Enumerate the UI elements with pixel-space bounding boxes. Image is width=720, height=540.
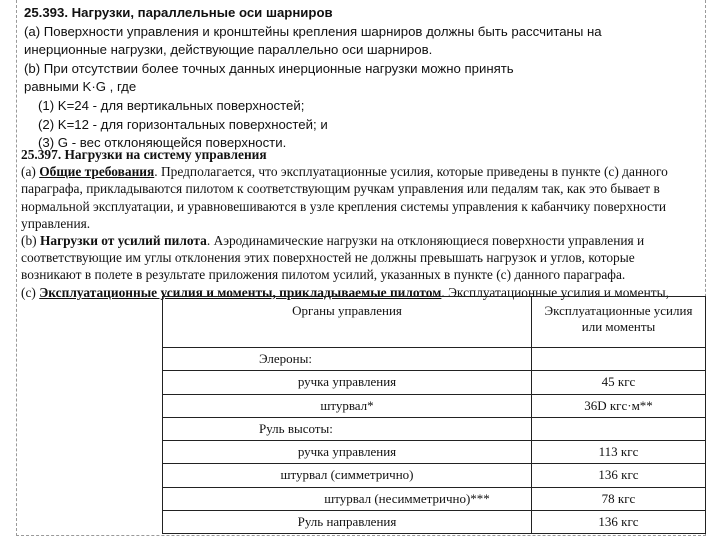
table-row	[163, 371, 706, 394]
group-label: Элероны:	[163, 348, 532, 371]
table-row	[163, 417, 706, 440]
list-item: (1) K=24 - для вертикальных поверхностей;	[38, 97, 305, 113]
column-header-loads: Эксплуатационные усилия или моменты	[532, 297, 706, 348]
table-row	[163, 510, 706, 533]
paragraph-line: (b) При отсутствии более точных данных инерционные нагрузки можно принять	[24, 60, 514, 76]
table-cell-control: штурвал*	[163, 394, 532, 417]
list-item: (3) G - вес отклоняющейся поверхности.	[38, 135, 287, 151]
paragraph-line: равными K·G , где	[24, 79, 137, 95]
table-cell-value: 45 кгс	[532, 371, 706, 394]
list-item: (2) K=12 - для горизонтальных поверхностей; и	[38, 116, 328, 132]
section-heading: 25.393. Нагрузки, параллельные оси шарниров	[24, 5, 333, 20]
item-text: . Эксплуатационные усилия и моменты,	[441, 284, 669, 300]
table-cell-value: 136 кгс	[532, 510, 706, 533]
column-header-controls: Органы управления	[163, 297, 532, 348]
table-header-row	[163, 297, 706, 348]
table-row	[163, 348, 706, 371]
table-cell-value: 113 кгс	[532, 441, 706, 464]
section-25-393	[24, 4, 704, 153]
paragraph-a	[21, 163, 707, 180]
paragraph-b	[21, 232, 707, 249]
table-row	[163, 464, 706, 487]
item-title: Эксплуатационные усилия и моменты, прикладываемые пилотом	[39, 284, 442, 300]
table-cell-value	[532, 417, 706, 440]
section-25-397	[21, 146, 707, 301]
table-row	[163, 487, 706, 510]
table-cell-value: 78 кгс	[532, 487, 706, 510]
table-cell-value	[532, 348, 706, 371]
table-row	[163, 441, 706, 464]
table-cell-control: Руль направления	[163, 510, 532, 533]
paragraph-line: параграфа, прикладываются пилотом к соответствующим ручкам управления или педалям так, как это бывает в	[21, 181, 660, 197]
table-cell-value: 36D кгс·м**	[532, 394, 706, 417]
item-prefix: (a)	[21, 164, 40, 180]
table-cell-value: 136 кгс	[532, 464, 706, 487]
table-cell-control: штурвал (симметрично)	[163, 464, 532, 487]
item-prefix: (b)	[21, 233, 40, 249]
item-title: Общие требования	[39, 164, 155, 180]
section-heading: 25.397. Нагрузки на систему управления	[21, 147, 267, 162]
paragraph-line: управления.	[21, 215, 91, 231]
paragraph-line: соответствующие им углы отклонения этих поверхностей не должны превышать нагрузок и углов, которые	[21, 250, 635, 266]
paragraph-line: (a) Поверхности управления и кронштейны крепления шарниров должны быть рассчитаны на	[24, 23, 602, 39]
control-name: штурвал (несимметрично)***	[324, 490, 490, 506]
paragraph-line: инерционные нагрузки, действующие параллельно оси шарниров.	[24, 42, 433, 58]
table-cell-control: ручка управления	[163, 441, 532, 464]
paragraph-line: возникают в полете в результате приложения пилотом усилий, указанных в пункте (c) данного параграфа.	[21, 267, 626, 283]
item-prefix: (c)	[21, 284, 40, 300]
item-text: . Предполагается, что эксплуатационные усилия, которые приведены в пункте (c) данного	[154, 164, 668, 180]
item-text: . Аэродинамические нагрузки на отклоняющиеся поверхности управления и	[206, 233, 645, 249]
table-cell-control	[163, 487, 532, 510]
paragraph-line: нормальной эксплуатации, и уравновешиваются в узле крепления системы управления к кабанчику поверхности	[21, 198, 667, 214]
table-cell-control: ручка управления	[163, 371, 532, 394]
control-loads-table	[162, 296, 706, 534]
group-label: Руль высоты:	[163, 417, 532, 440]
table-row	[163, 394, 706, 417]
item-title: Нагрузки от усилий пилота	[39, 233, 207, 249]
